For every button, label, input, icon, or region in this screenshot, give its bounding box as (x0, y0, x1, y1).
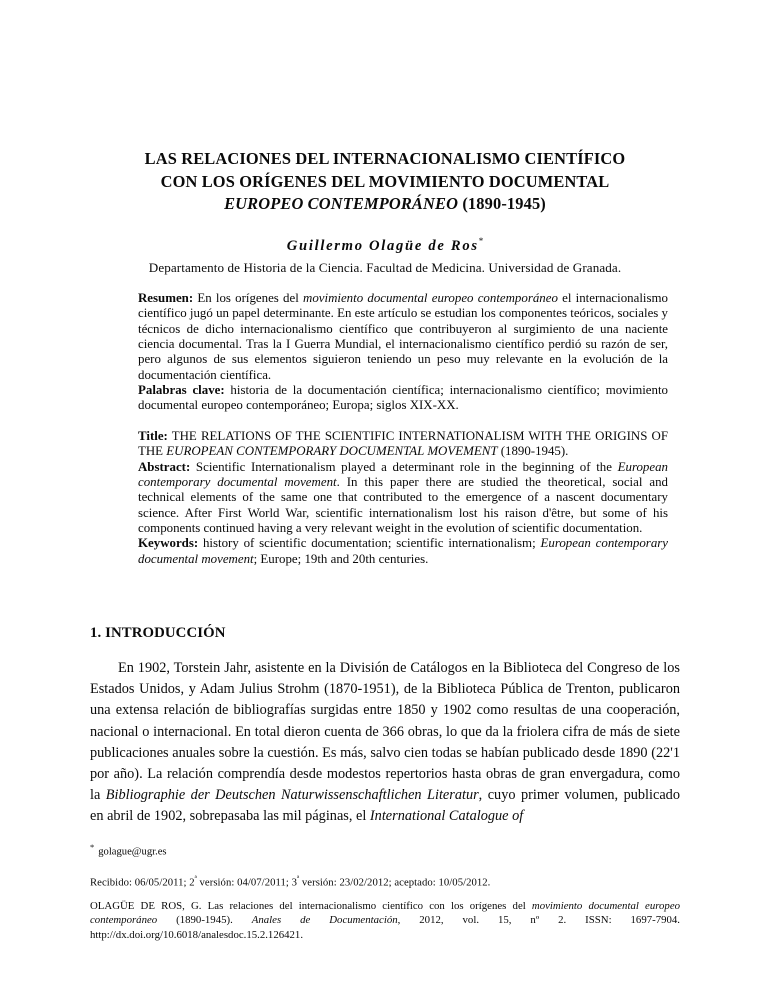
submission-dates (90, 872, 680, 890)
author-name-text: Guillermo Olagüe de Ros (286, 237, 479, 254)
title-line-3-italic: EUROPEO CONTEMPORÁNEO (224, 194, 459, 213)
title-line-2: CON LOS ORÍGENES DEL MOVIMIENTO DOCUMENTAL (160, 171, 610, 191)
english-title-text-1: THE RELATIONS OF THE SCIENTIFIC INTERNATIONALISM WITH THE ORIGINS OF THE (138, 429, 668, 459)
citation-text-c[interactable]: , 2012, vol. 15, nº 2. ISSN: 1697-7904. http://dx.doi.org/10.6018/analesdoc.15.2.126421. (90, 914, 681, 941)
author-name (90, 236, 680, 255)
footnote-email (90, 840, 680, 860)
citation-text-a: OLAGÜE DE ROS, G. Las relaciones del internacionalismo científico con los orígenes del (90, 900, 532, 912)
title-line-3 (90, 193, 680, 216)
dates-prefix: Recibido: 06/05/2011; 2 (90, 876, 195, 889)
dates-ordinal-2: ª (297, 874, 300, 883)
body-paragraph-1 (90, 658, 680, 828)
abstract-block (138, 291, 668, 567)
resumen-label: Resumen: (138, 291, 194, 305)
resumen-italic-1: movimiento documental europeo contemporáneo (303, 291, 558, 305)
keywords-text-1: history of scientific documentation; scientific internationalism; (198, 536, 541, 551)
resumen-text-2: el internacionalismo científico jugó un papel determinante. En este artículo se estudian los componentes teóricos, sociales y técnicos de dicho internacionalismo científico que contribuyeron al surgimiento de una naciente ciencia documental. Tras la I Guerra Mundial, el internacionalismo científico perdió su razón de ser, pero algunos de sus elementos siguieron teniendo un peso muy relevante en la evolución de la documentación científica. (138, 291, 668, 382)
page-title (90, 148, 680, 216)
body-text-b: , cuyo primer volumen, publicado en abril de 1902, sobrepasaba las mil páginas, el (90, 787, 680, 825)
resumen-paragraph (138, 291, 668, 383)
keywords-italic-1: European contemporary documental movement (138, 536, 668, 566)
body-italic-1: Bibliographie der Deutschen Naturwissenschaftlichen Literatur (105, 787, 479, 804)
dates-mid-1: versión: 04/07/2011; 3 (196, 876, 298, 889)
palabras-clave-label: Palabras clave: (138, 383, 225, 398)
palabras-clave-paragraph (138, 383, 668, 414)
keywords-label: Keywords: (138, 536, 199, 551)
resumen-text-1: En los orígenes del (193, 291, 304, 305)
body-text-a: En 1902, Torstein Jahr, asistente en la División de Catálogos en la Biblioteca del Congreso de los Estados Unidos, y Adam Julius Strohm (1870-1951), de la Biblioteca Pública de Trenton, publicaron una extensa relación de bibliografías surgidas entre 1850 y 1902 como resultas de una cooperación, nacional o internacional. En total dieron cuenta de 366 obras, lo que da la friolera cifra de más de siete publicaciones anuales sobre la cuestión. Es más, salvo cien todas se habían publicado desde 1890 (22'1 por año). La relación comprendía desde modestos repertorios hasta obras de gran envergadura, como la (90, 660, 680, 804)
citation-block (90, 899, 680, 942)
abstract-italic-1: European contemporary documental movement (138, 459, 668, 490)
dates-mid-2: versión: 23/02/2012; aceptado: 10/05/2012. (299, 876, 491, 889)
citation-italic-2: Anales de Documentación (251, 914, 398, 927)
abstract-text-1: Scientific Internationalism played a determinant role in the beginning of the (190, 459, 618, 474)
keywords-text-2: ; Europe; 19th and 20th centuries. (253, 551, 429, 566)
citation-italic-1: movimiento documental europeo contemporáneo (90, 900, 681, 927)
abstract-label: Abstract: (138, 459, 191, 474)
footnote-email-text[interactable]: golague@ugr.es (98, 846, 167, 858)
abstract-paragraph (138, 460, 668, 537)
english-title-label: Title: (138, 429, 168, 444)
english-title-text-2: (1890-1945). (497, 444, 569, 459)
keywords-paragraph (138, 536, 668, 567)
title-line-1: LAS RELACIONES DEL INTERNACIONALISMO CIENTÍFICO (144, 149, 626, 168)
footnote-marker: * (90, 842, 95, 852)
section-heading-introduccion: 1. INTRODUCCIÓN (90, 625, 226, 641)
author-affiliation: Departamento de Historia de la Ciencia. Facultad de Medicina. Universidad de Granada. (148, 260, 622, 275)
body-italic-2: International Catalogue of (369, 808, 524, 825)
palabras-clave-text: historia de la documentación científica; internacionalismo científico; movimiento documental europeo contemporáneo; Europa; siglos XIX-XX. (138, 383, 669, 413)
english-title-paragraph (138, 429, 668, 460)
title-line-3-years: (1890-1945) (458, 194, 546, 213)
dates-ordinal-1: ª (194, 874, 197, 883)
author-footnote-marker: * (478, 236, 484, 246)
abstract-text-2: . In this paper there are studied the theoretical, social and technical elements of the same one that contributed to the emergence of a nascent documentary science. After First World War, scientific internationalism lost his raison d'être, but some of his components continued having a very relevant weight in the evolution of scientific documentation. (138, 475, 668, 536)
citation-text-b: (1890-1945). (157, 914, 252, 927)
english-title-italic-1: EUROPEAN CONTEMPORARY DOCUMENTAL MOVEMENT (166, 444, 498, 459)
